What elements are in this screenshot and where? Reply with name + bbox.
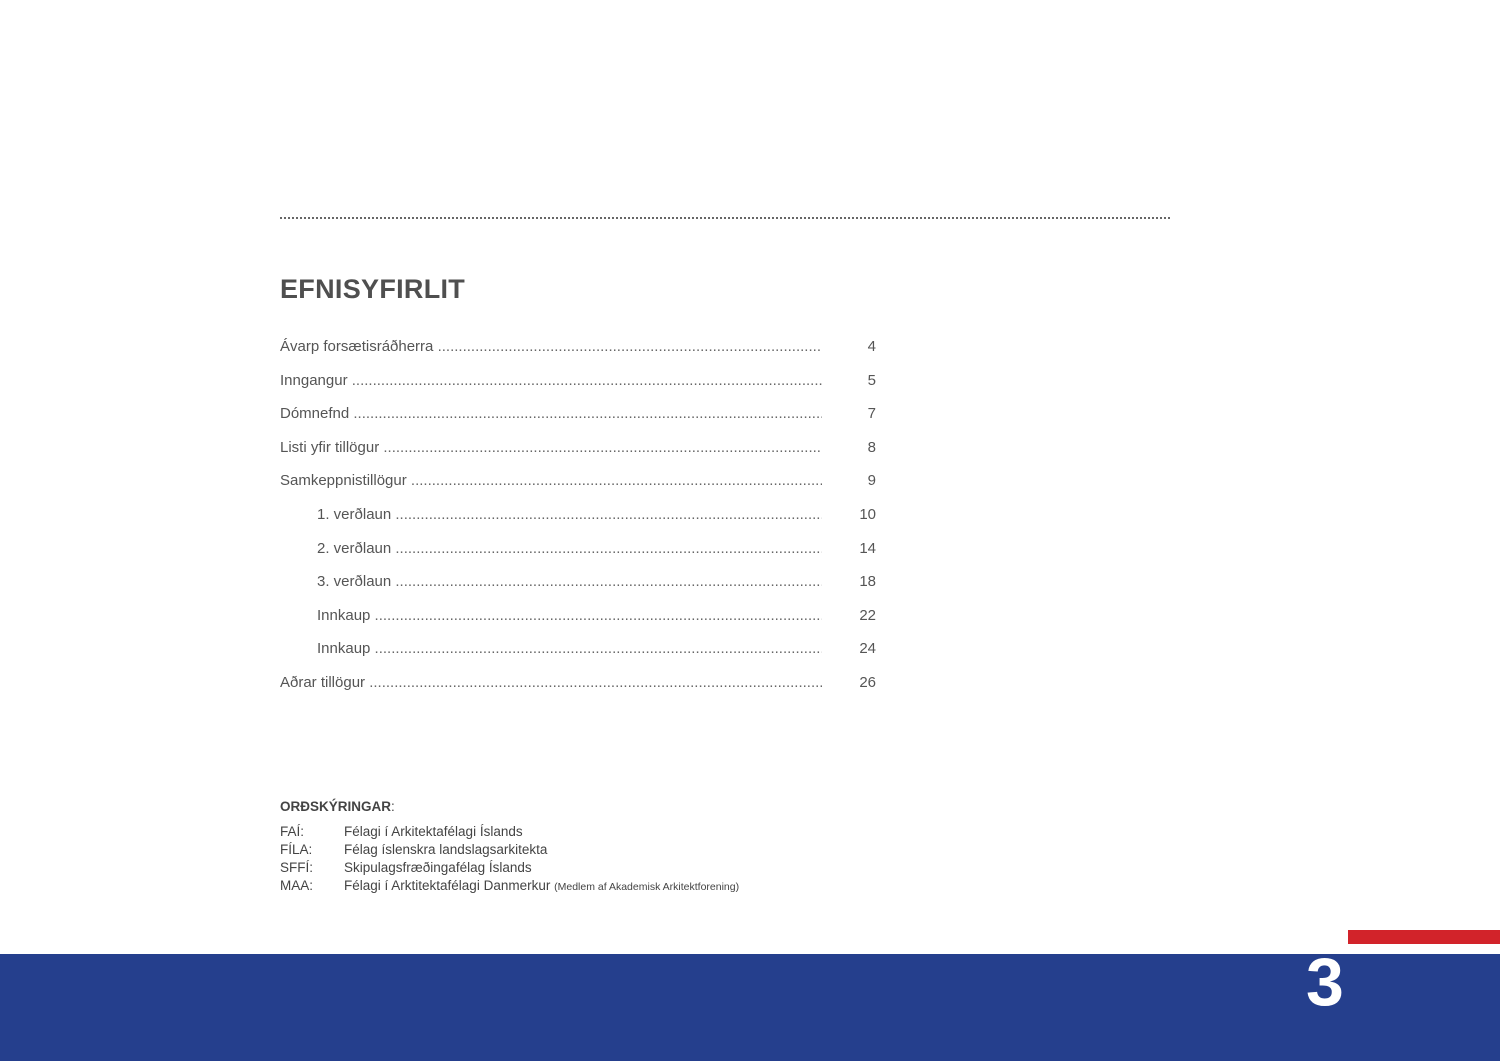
toc-page-number: 8 — [867, 438, 876, 456]
toc-row[interactable] — [280, 437, 876, 471]
abbreviations-heading-label: ORÐSKÝRINGAR — [280, 799, 392, 814]
abbreviation-text: Félagi í Arktitektafélagi Danmerkur — [344, 878, 551, 893]
toc-page-number: 26 — [859, 673, 876, 691]
abbreviation-code: MAA: — [280, 878, 314, 893]
toc-entry-label: 1. verðlaun ..... — [280, 504, 822, 526]
abbreviations-heading-colon: : — [391, 799, 395, 814]
toc-page-number: 14 — [859, 539, 876, 557]
toc-entry-label: 2. verðlaun ..... — [280, 538, 822, 560]
toc-entry-label: Listi yfir tillögur ..... — [280, 437, 822, 459]
toc-entry-label: Aðrar tillögur ..... — [280, 672, 822, 694]
toc-row[interactable] — [280, 504, 876, 538]
abbreviations-list — [280, 823, 739, 895]
toc-row[interactable] — [280, 571, 876, 605]
abbreviation-row — [280, 841, 739, 859]
abbreviation-code: FAÍ: — [280, 824, 305, 839]
toc-page-number: 10 — [859, 505, 876, 523]
abbreviation-text: Skipulagsfræðingafélag Íslands — [344, 860, 532, 875]
dotted-divider — [280, 217, 1170, 219]
abbreviation-note: (Medlem af Akademisk Arkitektforening) — [554, 881, 740, 893]
abbreviation-row — [280, 877, 739, 895]
toc-entry-label: Inngangur ..... — [280, 370, 822, 392]
toc-page-number: 24 — [859, 640, 876, 658]
toc-row[interactable] — [280, 605, 876, 639]
toc-entry-label: 3. verðlaun ..... — [280, 571, 822, 593]
toc-row[interactable] — [280, 638, 876, 672]
toc-entry-label: Ávarp forsætisráðherra ..... — [280, 336, 822, 358]
toc-row[interactable] — [280, 470, 876, 504]
abbreviation-text: Félagi í Arkitektafélagi Íslands — [344, 824, 523, 839]
abbreviation-row — [280, 859, 739, 877]
table-of-contents — [280, 336, 876, 706]
page-number: 3 — [1306, 944, 1344, 1020]
toc-entry-label: Samkeppnistillögur ..... — [280, 470, 822, 492]
page-title: EFNISYFIRLIT — [280, 274, 466, 304]
abbreviation-code: FÍLA: — [280, 842, 313, 857]
toc-row[interactable] — [280, 538, 876, 572]
toc-row[interactable] — [280, 370, 876, 404]
abbreviations-heading — [280, 799, 395, 814]
toc-entry-label: Dómnefnd ..... — [280, 403, 822, 425]
abbreviation-code: SFFÍ: — [280, 860, 313, 875]
toc-entry-label: Innkaup ..... — [280, 605, 822, 627]
accent-bar — [1348, 930, 1500, 944]
toc-row[interactable] — [280, 403, 876, 437]
toc-row[interactable] — [280, 672, 876, 706]
toc-page-number: 7 — [867, 405, 876, 423]
abbreviation-text: Félag íslenskra landslagsarkitekta — [344, 842, 548, 857]
toc-page-number: 4 — [867, 338, 876, 355]
toc-row[interactable] — [280, 336, 876, 370]
toc-page-number: 22 — [859, 606, 876, 624]
toc-entry-label: Innkaup ..... — [280, 638, 822, 660]
toc-page-number: 18 — [859, 573, 876, 591]
footer-band — [0, 954, 1500, 1061]
toc-page-number: 5 — [867, 371, 876, 389]
toc-page-number: 9 — [867, 472, 876, 490]
abbreviation-row — [280, 823, 739, 841]
